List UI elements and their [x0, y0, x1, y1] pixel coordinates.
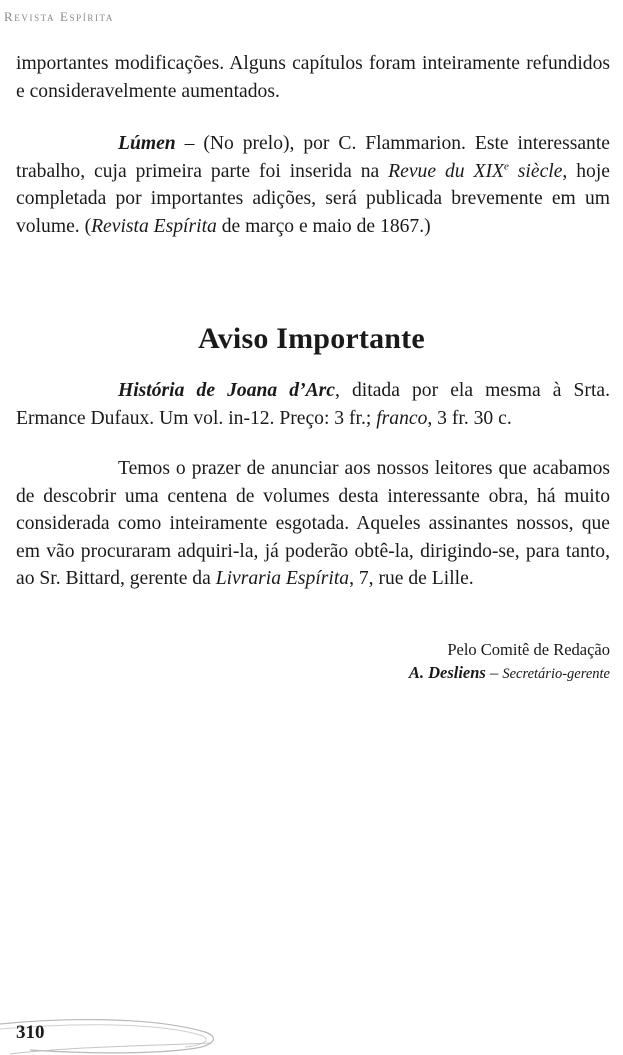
signature-line	[409, 663, 610, 683]
revue-title-text: Revue du XIX	[388, 160, 504, 182]
paragraph-joana	[16, 377, 610, 432]
paragraph-notice	[16, 455, 610, 593]
paragraph-continued-text: importantes modificações. Alguns capítulos foram inteiramente refundidos e consideravelmente aumentados.	[16, 53, 610, 102]
signature-dash: –	[485, 663, 503, 682]
source-title: Revista Espírita	[91, 215, 217, 237]
lumen-text-1: – (No prelo), por C. Flammarion. Este interessante trabalho, cuja primeira parte foi inserida na	[16, 133, 610, 182]
signature-name: A. Desliens	[408, 663, 486, 682]
revue-superscript: e	[503, 159, 509, 172]
signature-committee: Pelo Comitê de Redação	[447, 640, 610, 659]
livraria-name: Livraria Espírita	[215, 568, 350, 589]
franco-word: franco	[376, 407, 428, 429]
revue-title	[388, 161, 562, 182]
paragraph-lumen	[16, 130, 610, 240]
signature-role: Secretário-gerente	[502, 666, 610, 682]
lumen-title: Lúmen	[118, 133, 176, 154]
joana-title: História de Joana d’Arc	[118, 380, 336, 401]
notice-text-1: Temos o prazer de anunciar aos nossos leitores que acabamos de descobrir uma centena de volumes desta interessante obra, há muito considerada como inteiramente esgotada. Aqueles assinantes nossos, que em vão procuraram adquiri-la, já poderão obtê-la, dirigindo-se, para tanto, ao Sr. Bittard, gerente da	[16, 458, 610, 589]
paragraph-continued	[16, 50, 610, 105]
page-number: 310	[16, 1022, 45, 1043]
lumen-text-2: , hoje completada por importantes adições, será publicada brevemente em um volume. (	[16, 160, 610, 237]
revue-siecle: siècle	[508, 160, 563, 182]
notice-text-2: , 7, rue de Lille.	[349, 568, 474, 589]
joana-text-2: , 3 fr. 30 c.	[427, 407, 512, 429]
running-header: Revista Espírita	[4, 9, 115, 24]
joana-text-1: , ditada por ela mesma à Srta. Ermance Dufaux. Um vol. in-12. Preço: 3 fr.;	[16, 380, 611, 429]
lumen-text-3: de março e maio de 1867.)	[216, 215, 431, 237]
section-heading: Aviso Importante	[198, 322, 425, 355]
